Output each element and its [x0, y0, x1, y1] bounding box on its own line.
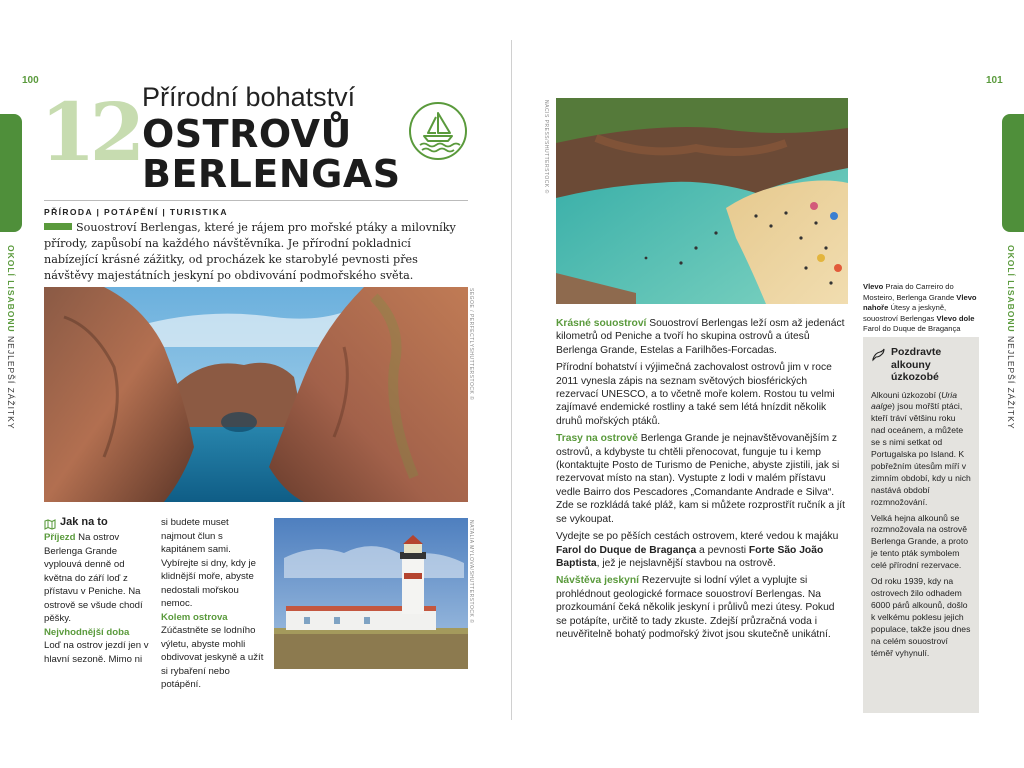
paragraph-text: a pevnosti	[696, 544, 749, 556]
paragraph-heading: Krásné souostroví	[556, 318, 647, 329]
caption-text: Farol do Duque de Bragança	[863, 324, 961, 333]
caption-text: Útesy a jeskyně, souostroví Berlengas	[863, 303, 947, 323]
chapter-tab-right	[1002, 114, 1024, 232]
sidebar-paragraph: Od roku 1939, kdy na ostrovech žilo odhadem 6000 párů alkounů, došlo k velkému poklesu jejich populace, takže jsou dnes na celém souostroví téměř vyhynulí.	[871, 576, 971, 658]
side-label-rest: NEJLEPŠÍ ZÁŽITKY	[1006, 336, 1016, 430]
photo-credit-3: NACIS PRESS/SHUTTERSTOCK ©	[543, 100, 549, 194]
title-rule	[44, 200, 468, 201]
caption-label: Vlevo	[863, 282, 884, 291]
sailboat-waves-icon	[408, 101, 468, 161]
how-to-title: Jak na to	[60, 516, 108, 528]
paragraph-heading: Trasy na ostrově	[556, 433, 638, 445]
page-title	[142, 114, 401, 194]
side-label-green: OKOLÍ LISABONU	[6, 245, 16, 333]
paragraph-text: , jež je nejslavnější stavbou na ostrově.	[596, 557, 776, 569]
how-to-item-head: Nejvhodnější doba	[44, 626, 130, 638]
paragraph	[556, 574, 848, 641]
title-line-1: OSTROVŮ	[142, 112, 352, 156]
intro-paragraph	[44, 220, 468, 284]
sidebar-title: Pozdravte alkouny úzkozobé	[891, 346, 942, 383]
paragraph	[556, 317, 848, 357]
how-to-item-head: Kolem ostrova	[161, 611, 228, 623]
how-to-item	[44, 531, 154, 626]
caption-label: Vlevo dole	[936, 313, 975, 323]
rocky-cliffs-photo	[44, 287, 468, 502]
photo-credit-1: SEGOE / PERFECTLYSHUTTERSTOCK ©	[468, 288, 474, 401]
paragraph-heading: Návštěva jeskyní	[556, 575, 640, 587]
how-to-col2	[161, 516, 265, 692]
sidebar-latin-name: Uria aalge	[871, 389, 957, 412]
how-to-item	[44, 626, 154, 667]
paragraph-text: Souostroví Berlengas leží osm až jedenáct kilometrů od Peniche a tvoří ho skupina ostrovů a útesů Berlenga Grande, Estelas a Farilhões-Forcadas.	[556, 318, 845, 356]
how-to-item-text: Zúčastněte se lodního výletu, abyste mohli obdivovat jeskyně a užít si rybaření nebo potápění.	[161, 625, 264, 690]
sidebar-header	[871, 346, 971, 384]
how-to-box	[44, 516, 154, 666]
paragraph-bold: Farol do Duque de Bragança	[556, 544, 697, 556]
side-label-rest: NEJLEPŠÍ ZÁŽITKY	[6, 336, 16, 430]
caption-label: Vlevo nahoře	[863, 292, 977, 312]
how-to-item-text: Loď na ostrov jezdí jen v hlavní sezoně. Mimo ni	[44, 640, 149, 665]
title-kicker: Přírodní bohatství	[142, 82, 356, 112]
page-number-right: 101	[986, 75, 1003, 86]
title-line-2: BERLENGAS	[142, 152, 401, 196]
paragraph	[556, 432, 848, 526]
how-to-item	[161, 611, 265, 692]
page-number-left: 100	[22, 75, 39, 86]
sidebar-paragraph	[871, 390, 971, 509]
intro-text: Souostroví Berlengas, které je rájem pro mořské ptáky a milovníky přírody, zapůsobí na každého návštěvníka. Je přírodní pokladnicí nabízející krásné zážitky, od procházek ke starobylé pevnosti přes návštěvy majestátních jeskyní po obdivování podmořského světa.	[44, 221, 456, 282]
side-label-right	[1006, 245, 1016, 430]
sidebar-text: ) jsou mořští ptáci, kteří tráví většinu roku nad oceánem, a můžete se s nimi setkat od Portugalska po Island. K pobřežním útesům míří v zimním období, kdy u nich nastává období rozmnožování.	[871, 401, 971, 507]
bird-icon	[871, 348, 886, 362]
how-to-col1	[44, 531, 154, 666]
sidebar-text: Alkouni úzkozobí (	[871, 389, 942, 400]
side-label-left	[6, 245, 16, 430]
sidebar-box	[863, 337, 979, 713]
paragraph: Přírodní bohatství i výjimečná zachovalost ostrovů jim v roce 2011 vynesla zápis na seznam světových biosférických rezervací UNESCO, a to včetně moře kolem. Rostou tu velmi zajímavé endemické rostliny a také sem létá hnízdit několik druhů mořských ptáků.	[556, 362, 835, 427]
intro-bar	[44, 223, 72, 230]
caption-text: Praia do Carreiro do Mosteiro, Berlenga Grande	[863, 282, 957, 302]
paragraph-text: Vydejte se po pěších cestách ostrovem, které vedou k majáku	[556, 531, 839, 543]
lighthouse-photo	[274, 518, 468, 669]
article-body	[556, 317, 848, 645]
map-icon	[44, 517, 56, 528]
chapter-tab-left	[0, 114, 22, 232]
paragraph-text: Berlenga Grande je nejnavštěvovanějším z ostrovů, a kdybyste tu chtěli přenocovat, funguje tu i kemp (kontaktujte Posto de Turismo de Peniche, abyste zjistili, jak si rezervovat místo na stan). Vystupte z lodi v malém přístavu vedle Bairro dos Pescadores „Comandante Andrade e Silva“. Zde se rozkládá také pláž, kam si můžete rozprostřít ručník a jít se vykoupat.	[556, 433, 845, 525]
side-label-green: OKOLÍ LISABONU	[1006, 245, 1016, 333]
paragraph	[556, 530, 848, 570]
how-to-item-text: Na ostrov Berlenga Grande vyplouvá denně od května do září loď z přístavu v Peniche. Na ostrově se všude chodí pěšky.	[44, 532, 143, 624]
highlight-number: 12	[40, 85, 140, 179]
topic-tags: PŘÍRODA | POTÁPĚNÍ | TURISTIKA	[44, 207, 228, 217]
how-to-continuation: si budete muset najmout člun s kapitánem sami. Vybírejte si dny, kdy je klidnější moře, abyste nedostali mořskou nemoc.	[161, 517, 256, 609]
sidebar-paragraph: Velká hejna alkounů se rozmnožovala na ostrově Berlenga Grande, a proto je tento pták symbolem celé přírodní rezervace.	[871, 512, 968, 571]
photo-caption	[863, 282, 983, 335]
paragraph-text: Rezervujte si lodní výlet a vyplujte si prohlédnout geologické formace souostroví Berlengas. Na prozkoumání čeká několik jeskyní i průlivů mezi útesy. Pokud se potápíte, určitě to tady zkuste. Zdejší průzračná voda i neuvěřitelně bohatý podmořský život jsou skutečně unikátní.	[556, 575, 835, 640]
paragraph-bold: Forte São João Baptista	[556, 544, 824, 569]
page-gutter	[511, 40, 512, 720]
how-to-item-head: Příjezd	[44, 532, 76, 543]
photo-credit-2: NATALIA MYLOVA/SHUTTERSTOCK ©	[468, 520, 474, 624]
how-to-header	[44, 516, 154, 528]
beach-cove-photo	[556, 98, 848, 304]
